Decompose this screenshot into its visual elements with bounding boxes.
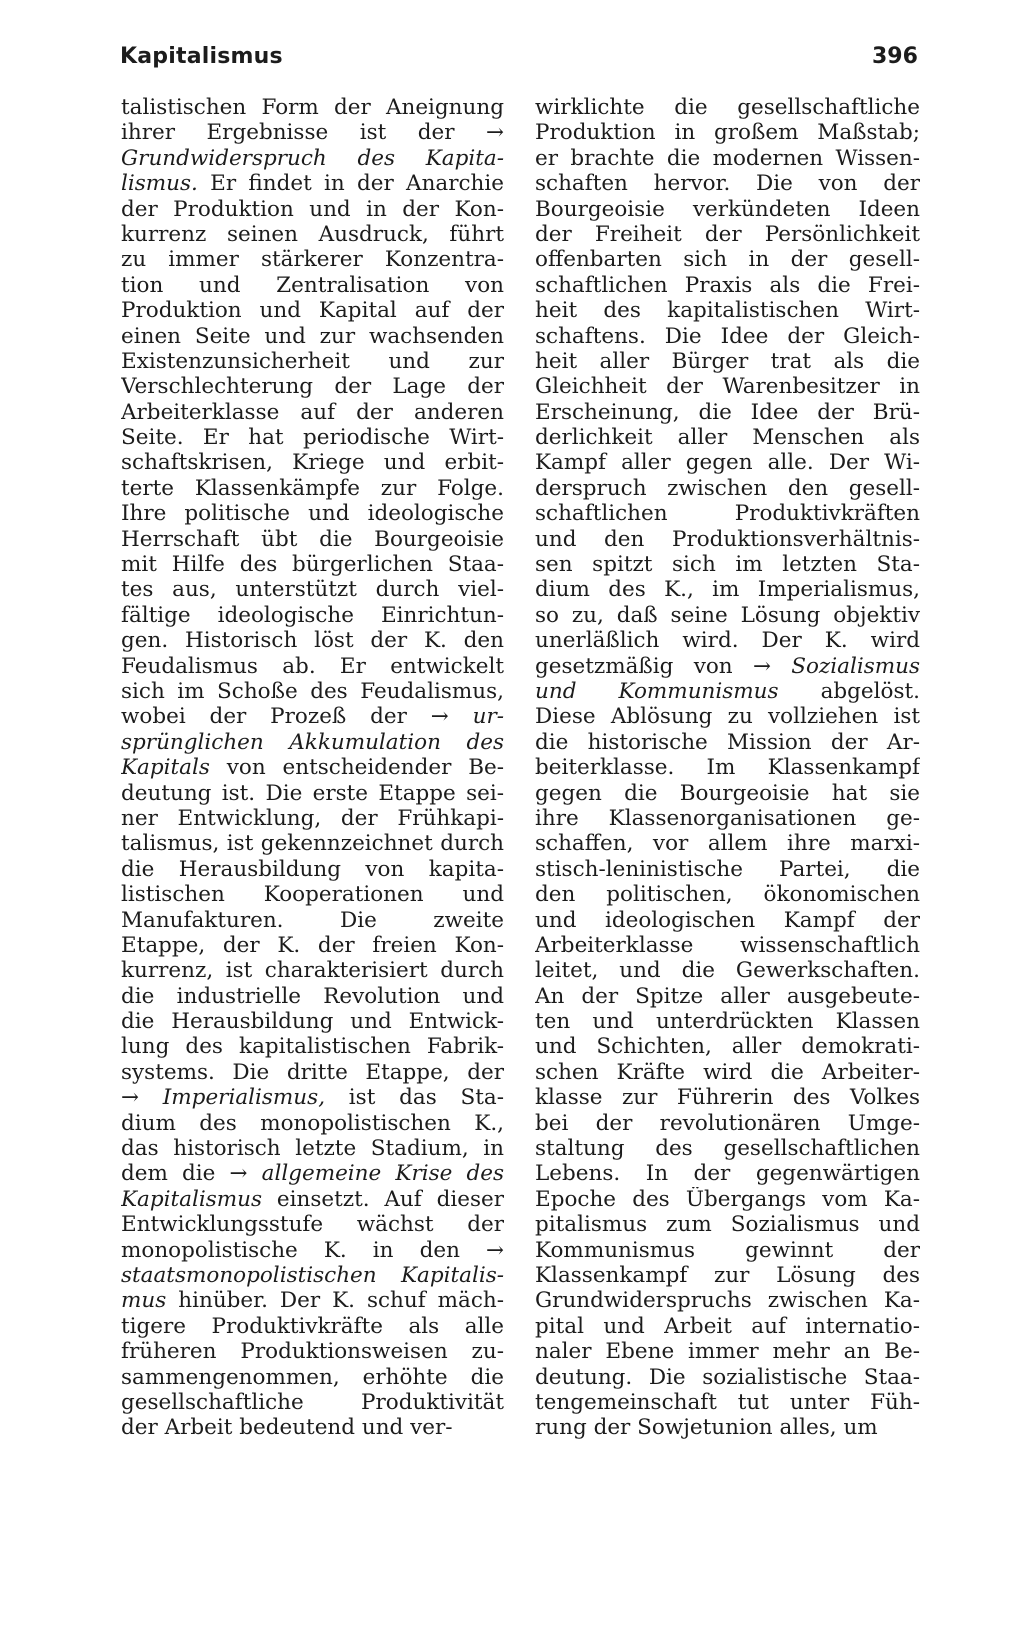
text-segment: Kampf aller gegen alle. Der Wi- [535,450,920,476]
text-line [535,882,920,907]
text-segment: ten und unterdrückten Klassen [535,1009,920,1035]
text-line [535,197,920,222]
text-line [121,450,504,475]
text-line [535,857,920,882]
text-segment: Entwicklungsstufe wächst der [121,1212,504,1238]
text-segment: talistischen Form der Aneignung [121,95,504,120]
italic-reference: staatsmonopolistischen Kapitalis- [121,1262,504,1288]
text-segment: Produktion und Kapital auf der [121,298,504,324]
text-segment: deutung ist. Die erste Etappe sei- [121,780,504,806]
text-segment: hinüber. Der K. schuf mäch- [166,1288,504,1314]
text-line [535,247,920,272]
text-line [121,1009,504,1034]
text-line [535,95,920,120]
text-line [535,1263,920,1288]
text-line [121,1034,504,1059]
text-segment: Lebens. In der gegenwärtigen [535,1161,920,1187]
text-segment: kurrenz seinen Ausdruck, führt [121,221,504,247]
text-line [121,1161,504,1186]
text-line [121,1111,504,1136]
text-segment: die Herausbildung von kapita- [121,856,504,882]
text-line [121,273,504,298]
text-line [121,654,504,679]
text-segment: schaftlichen Produktivkräften [535,501,920,527]
text-line [535,628,920,653]
text-line [121,1415,504,1440]
text-segment: ihrer Ergebnisse ist der → [121,120,504,146]
text-segment: zu immer stärkerer Konzentra- [121,247,504,273]
text-segment: stisch-leninistische Partei, die [535,856,920,882]
text-line [121,247,504,272]
text-segment: wobei der Prozeß der → [121,704,473,730]
text-segment: der Produktion und in der Kon- [121,196,504,222]
text-line [535,146,920,171]
text-segment: Ihre politische und ideologische [121,501,504,527]
text-line [535,654,920,679]
text-segment: Er findet in der Anarchie [197,171,504,197]
text-segment: die historische Mission der Ar- [535,729,920,755]
text-segment: tes aus, unterstützt durch viel- [121,577,504,603]
text-line [121,1390,504,1415]
text-line [535,1288,920,1313]
text-segment: den politischen, ökonomischen [535,882,920,908]
text-line [121,831,504,856]
text-column-left [121,95,504,1441]
text-segment: Verschlechterung der Lage der [121,374,504,400]
text-segment: gesetzmäßig von → [535,653,792,679]
text-line [121,1212,504,1237]
text-line [121,1085,504,1110]
text-segment: ihre Klassenorganisationen ge- [535,805,920,831]
text-segment: Herrschaft übt die Bourgeoisie [121,526,504,552]
text-line [535,120,920,145]
text-segment: abgelöst. [778,678,920,704]
text-segment: Klassenkampf zur Lösung des [535,1262,920,1288]
text-segment: mit Hilfe des bürgerlichen Staa- [121,552,504,578]
text-segment: Epoche des Übergangs vom Ka- [535,1186,920,1212]
text-line [535,908,920,933]
text-line [535,501,920,526]
text-line [535,781,920,806]
text-line [535,400,920,425]
text-line [121,120,504,145]
text-line [535,171,920,196]
text-segment: schaffen, vor allem ihre marxi- [535,831,920,857]
text-line [535,1161,920,1186]
text-line [121,95,504,120]
text-segment: das historisch letzte Stadium, in [121,1136,504,1162]
text-line [121,603,504,628]
text-line [121,476,504,501]
text-line [121,755,504,780]
text-segment: fältige ideologische Einrichtun- [121,602,504,628]
text-line [121,908,504,933]
text-segment: die Herausbildung und Entwick- [121,1009,504,1035]
text-segment: der Freiheit der Persönlichkeit [535,221,920,247]
text-segment: klasse zur Führerin des Volkes [535,1085,920,1111]
text-segment: Produktion in großem Maßstab; [535,120,920,146]
text-segment: tion und Zentralisation von [121,272,504,298]
text-segment: monopolistische K. in den → [121,1237,504,1263]
text-segment: → [121,1085,163,1111]
text-segment: lung des kapitalistischen Fabrik- [121,1034,504,1060]
text-line [121,324,504,349]
italic-reference: Sozialismus [791,653,920,679]
text-segment: staltung des gesellschaftlichen [535,1136,920,1162]
text-segment: gesellschaftliche Produktivität [121,1389,504,1415]
text-line [535,958,920,983]
text-segment: schaften hervor. Die von der [535,171,920,197]
text-line [535,1034,920,1059]
text-line [535,1060,920,1085]
text-line [535,1238,920,1263]
text-line [535,933,920,958]
text-line [121,628,504,653]
text-segment: bei der revolutionären Umge- [535,1110,920,1136]
text-segment: Existenzunsicherheit und zur [121,348,504,374]
text-line [121,1263,504,1288]
text-line [121,1288,504,1313]
text-line [535,273,920,298]
text-line [535,806,920,831]
text-line [121,857,504,882]
text-line [535,1187,920,1212]
text-line [121,1187,504,1212]
text-line [535,679,920,704]
text-line [535,577,920,602]
text-segment: heit aller Bürger trat als die [535,348,920,374]
text-line [535,1212,920,1237]
text-line [535,349,920,374]
text-segment: dem die → [121,1161,262,1187]
italic-reference: Kapitals [121,755,210,781]
text-segment: schaftskrisen, Kriege und erbit- [121,450,504,476]
text-line [535,755,920,780]
text-segment: Seite. Er hat periodische Wirt- [121,425,504,451]
text-segment: einsetzt. Auf dieser [262,1186,504,1212]
text-segment: Gleichheit der Warenbesitzer in [535,374,920,400]
text-line [121,1238,504,1263]
text-line [121,146,504,171]
text-segment: dium des monopolistischen K., [121,1110,504,1136]
text-segment: gegen die Bourgeoisie hat sie [535,780,920,806]
text-line [121,806,504,831]
text-segment: Manufakturen. Die zweite [121,907,504,933]
text-line [121,958,504,983]
text-segment: Kommunismus gewinnt der [535,1237,920,1263]
text-line [535,1111,920,1136]
text-segment: sen spitzt sich im letzten Sta- [535,552,920,578]
text-segment: er brachte die modernen Wissen- [535,145,920,171]
text-segment: terte Klassenkämpfe zur Folge. [121,475,504,501]
text-line [535,704,920,729]
text-line [121,349,504,374]
text-segment: An der Spitze aller ausgebeute- [535,983,920,1009]
text-segment: deutung. Die sozialistische Staa- [535,1364,920,1390]
text-segment: so zu, daß seine Lösung objektiv [535,602,920,628]
text-line [121,882,504,907]
running-head: Kapitalismus [120,44,283,69]
text-line [121,527,504,552]
text-segment: pitalismus zum Sozialismus und [535,1212,920,1238]
text-line [121,1136,504,1161]
text-line [535,1314,920,1339]
text-segment: ner Entwicklung, der Frühkapi- [121,805,504,831]
text-line [535,730,920,755]
text-segment: sich im Schoße des Feudalismus, [121,678,504,704]
italic-reference: Grundwiderspruch des Kapita- [121,145,504,171]
text-line [121,577,504,602]
text-segment: systems. Die dritte Etappe, der [121,1059,504,1085]
text-line [121,400,504,425]
text-line [121,298,504,323]
text-segment: tigere Produktivkräfte als alle [121,1313,504,1339]
text-line [535,450,920,475]
text-line [121,781,504,806]
text-segment: Arbeiterklasse auf der anderen [121,399,504,425]
italic-reference: sprünglichen Akkumulation des [121,729,504,755]
text-segment: sammengenommen, erhöhte die [121,1364,504,1390]
text-line [121,1365,504,1390]
text-line [535,425,920,450]
text-line [121,984,504,1009]
text-segment: Etappe, der K. der freien Kon- [121,932,504,958]
text-line [535,1415,920,1440]
text-line [535,1136,920,1161]
text-line [535,298,920,323]
text-line [535,527,920,552]
text-segment: schaftlichen Praxis als die Frei- [535,272,920,298]
italic-reference: Imperialismus, [162,1085,326,1111]
text-line [535,1390,920,1415]
text-segment: die industrielle Revolution und [121,983,504,1009]
text-segment: Diese Ablösung zu vollziehen ist [535,704,920,730]
text-segment: talismus, ist gekennzeichnet durch [121,831,504,857]
text-segment: Bourgeoisie verkündeten Ideen [535,196,920,222]
text-segment: einen Seite und zur wachsenden [121,323,504,349]
text-column-right [535,95,920,1441]
text-segment: derlichkeit aller Menschen als [535,425,920,451]
text-segment: listischen Kooperationen und [121,882,504,908]
text-line [535,603,920,628]
text-line [121,730,504,755]
text-segment: Grundwiderspruchs zwischen Ka- [535,1288,920,1314]
italic-reference: und Kommunismus [535,678,779,704]
text-segment: Erscheinung, die Idee der Brü- [535,399,920,425]
text-segment: früheren Produktionsweisen zu- [121,1339,504,1365]
text-segment: schen Kräfte wird die Arbeiter- [535,1059,920,1085]
text-line [121,704,504,729]
text-line [535,1085,920,1110]
text-line [121,679,504,704]
text-segment: rung der Sowjetunion alles, um [535,1415,878,1441]
text-line [121,374,504,399]
text-line [121,197,504,222]
text-line [535,374,920,399]
text-line [121,1339,504,1364]
text-segment: tengemeinschaft tut unter Füh- [535,1389,920,1415]
text-line [121,933,504,958]
text-segment: offenbarten sich in der gesell- [535,247,920,273]
text-segment: und Schichten, aller demokrati- [535,1034,920,1060]
text-segment: pital und Arbeit auf internatio- [535,1313,920,1339]
text-segment: derspruch zwischen den gesell- [535,475,920,501]
text-line [121,1060,504,1085]
text-line [535,984,920,1009]
text-line [535,1365,920,1390]
text-segment: schaftens. Die Idee der Gleich- [535,323,920,349]
text-line [535,222,920,247]
text-segment: Feudalismus ab. Er entwickelt [121,653,504,679]
text-line [121,425,504,450]
text-line [121,552,504,577]
page-number: 396 [872,44,918,69]
text-line [121,222,504,247]
text-segment: und ideologischen Kampf der [535,907,920,933]
italic-reference: ur- [472,704,504,730]
text-segment: wirklichte die gesellschaftliche [535,95,920,120]
text-line [535,552,920,577]
text-segment: dium des K., im Imperialismus, [535,577,920,603]
text-segment: beiterklasse. Im Klassenkampf [535,755,920,781]
text-segment: unerläßlich wird. Der K. wird [535,628,920,654]
italic-reference: mus [121,1288,167,1314]
text-segment: naler Ebene immer mehr an Be- [535,1339,920,1365]
text-line [535,1339,920,1364]
italic-reference: lismus. [121,171,198,197]
text-segment: leitet, und die Gewerkschaften. [535,958,920,984]
text-line [121,1314,504,1339]
italic-reference: Kapitalismus [121,1186,263,1212]
text-line [535,831,920,856]
italic-reference: allgemeine Krise des [261,1161,504,1187]
text-segment: heit des kapitalistischen Wirt- [535,298,920,324]
text-segment: und den Produktionsverhältnis- [535,526,920,552]
text-segment: gen. Historisch löst der K. den [121,628,504,654]
text-segment: ist das Sta- [325,1085,504,1111]
text-segment: Arbeiterklasse wissenschaftlich [535,932,920,958]
text-line [121,501,504,526]
text-segment: kurrenz, ist charakterisiert durch [121,958,504,984]
text-segment: von entscheidender Be- [209,755,504,781]
text-line [535,476,920,501]
text-line [535,1009,920,1034]
text-segment: der Arbeit bedeutend und ver- [121,1415,453,1441]
text-line [535,324,920,349]
text-line [121,171,504,196]
